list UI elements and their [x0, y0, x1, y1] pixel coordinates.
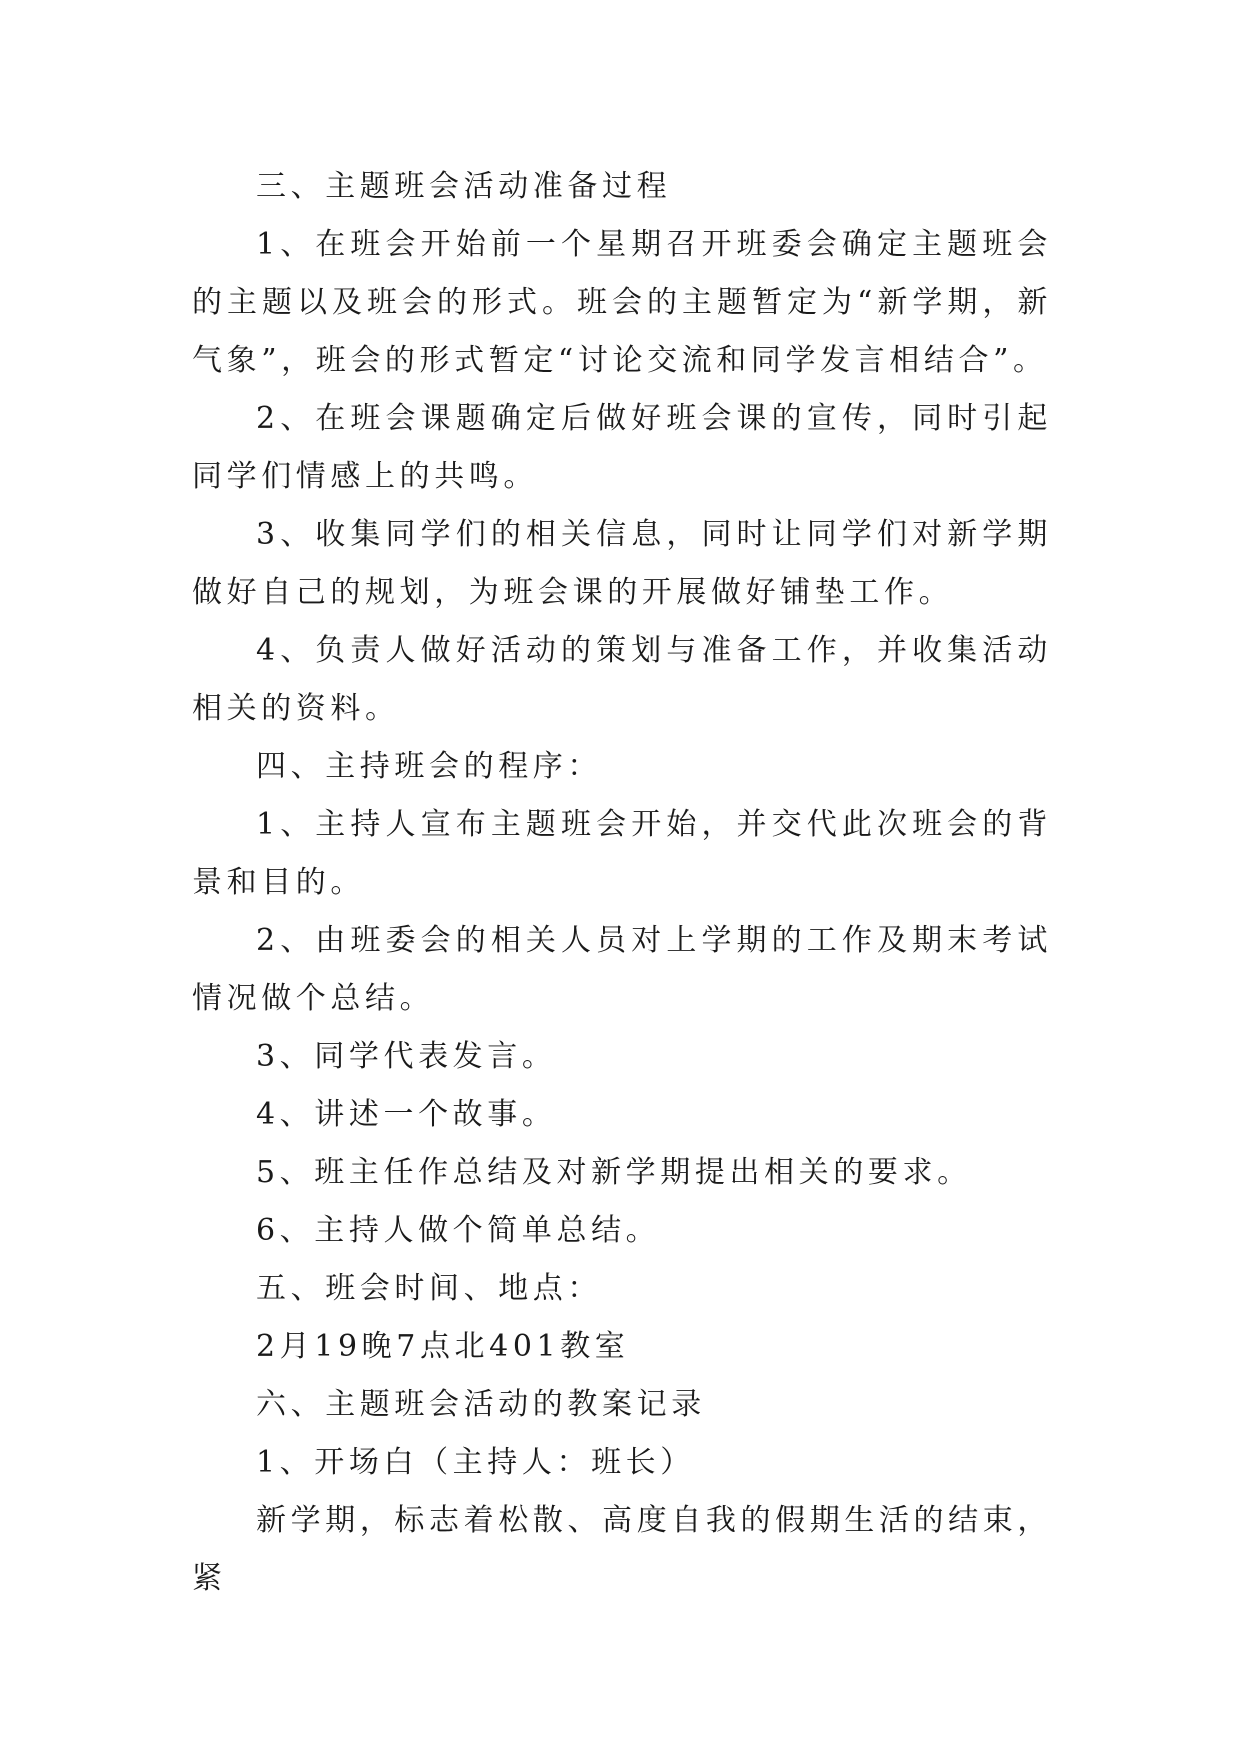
lesson-record-item-1: 1、开场白（主持人：班长） [256, 1445, 695, 1480]
procedure-item-6: 6、主持人做个简单总结。 [256, 1213, 661, 1248]
section-heading-procedure: 四、主持班会的程序： [256, 749, 602, 784]
procedure-item-2: 2、由班委会的相关人员对上学期的工作及期末考试情况做个总结。 [192, 923, 1052, 1016]
procedure-item-5: 5、班主任作总结及对新学期提出相关的要求。 [256, 1155, 972, 1190]
document-body [192, 158, 1052, 1608]
section-heading-lesson-record: 六、主题班会活动的教案记录 [256, 1387, 706, 1422]
preparation-item-4: 4、负责人做好活动的策划与准备工作，并收集活动相关的资料。 [192, 633, 1052, 726]
preparation-item-2: 2、在班会课题确定后做好班会课的宣传，同时引起同学们情感上的共鸣。 [192, 401, 1052, 494]
procedure-item-3: 3、同学代表发言。 [256, 1039, 557, 1074]
section-heading-preparation: 三、主题班会活动准备过程 [256, 169, 672, 204]
procedure-item-4: 4、讲述一个故事。 [256, 1097, 557, 1132]
opening-speech-text: 新学期，标志着松散、高度自我的假期生活的结束，紧 [192, 1503, 1052, 1596]
section-heading-time-place: 五、班会时间、地点： [256, 1271, 602, 1306]
preparation-item-3: 3、收集同学们的相关信息，同时让同学们对新学期做好自己的规划，为班会课的开展做好铺垫工作。 [192, 517, 1052, 610]
procedure-item-1: 1、主持人宣布主题班会开始，并交代此次班会的背景和目的。 [192, 807, 1052, 900]
time-place-text: 2月19晚7点北401教室 [256, 1329, 630, 1364]
preparation-item-1: 1、在班会开始前一个星期召开班委会确定主题班会的主题以及班会的形式。班会的主题暂定为“新学期，新气象”，班会的形式暂定“讨论交流和同学发言相结合”。 [192, 227, 1052, 378]
